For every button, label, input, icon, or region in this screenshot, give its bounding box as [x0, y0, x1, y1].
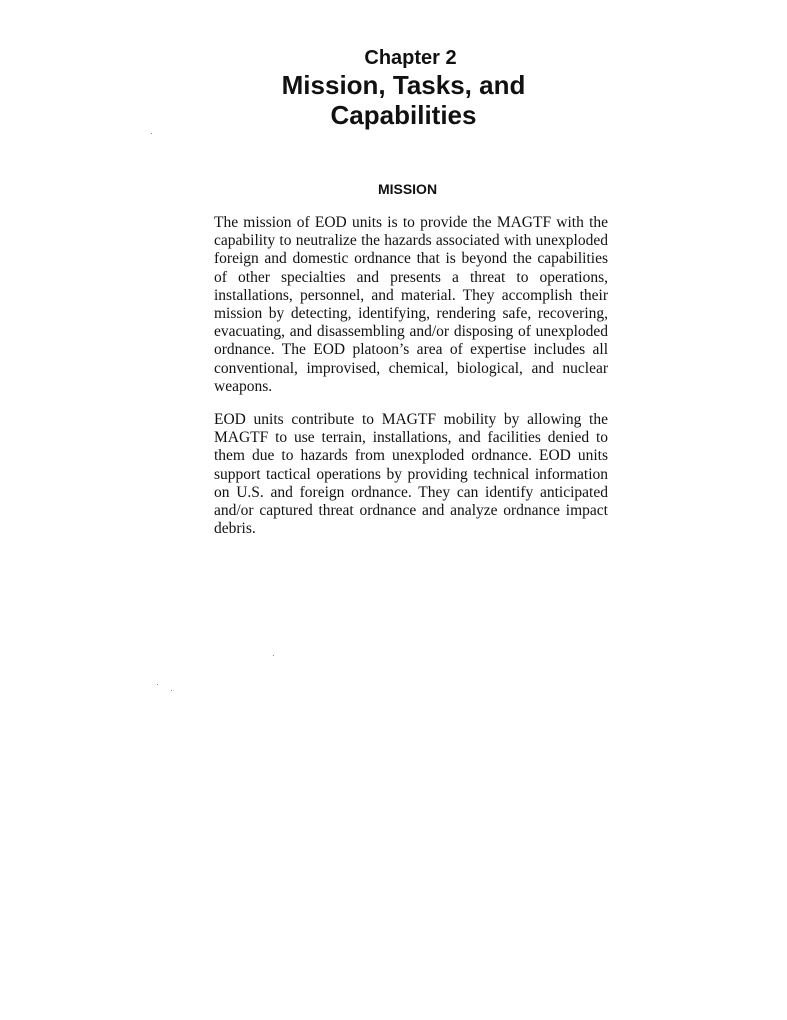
scan-speck	[157, 684, 158, 685]
body-paragraph: EOD units contribute to MAGTF mobility by allowing the MAGTF to use terrain, installations, and facilities denied to them due to hazards from unexploded ordnance. EOD units support tactical operations by providing technical information on U.S. and foreign ordnance. They can identify anticipated and/or captured threat ordnance and analyze ordnance impact debris.	[214, 411, 608, 538]
scan-speck	[151, 133, 152, 134]
chapter-header	[0, 46, 787, 130]
chapter-label: Chapter 2	[364, 47, 457, 69]
body-paragraph: The mission of EOD units is to provide the MAGTF with the capability to neutralize the hazards associated with unexploded foreign and domestic ordnance that is beyond the capabilities of other specialties and presents a threat to operations, installations, personnel, and material. They accomplish their mission by detecting, identifying, rendering safe, recovering, evacuating, and disassembling and/or disposing of unexploded ordnance. The EOD platoon’s area of expertise includes all conventional, improvised, chemical, biological, and nuclear weapons.	[214, 214, 608, 395]
scan-speck	[273, 655, 274, 656]
section-heading: MISSION	[377, 181, 438, 197]
scan-speck	[171, 690, 172, 691]
chapter-title: Mission, Tasks, and Capabilities	[281, 70, 526, 130]
